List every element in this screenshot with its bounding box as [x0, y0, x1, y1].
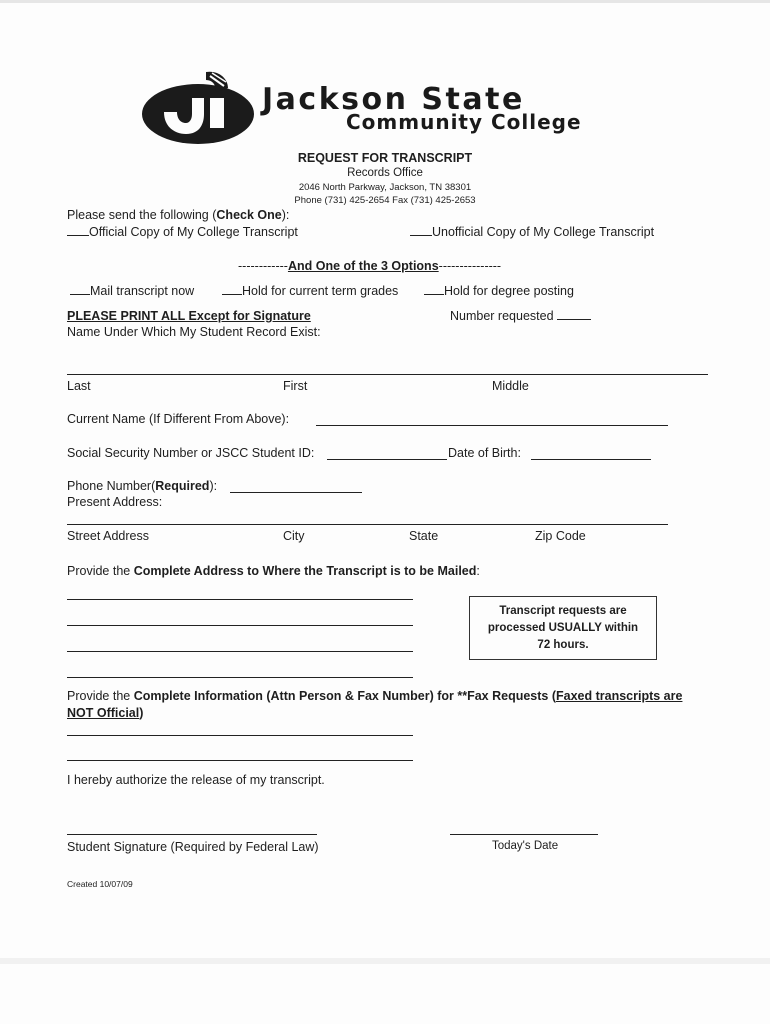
mailing-line-3[interactable]	[67, 651, 413, 652]
state-label: State	[409, 529, 439, 543]
options-heading: ------------And One of the 3 Options---------------	[238, 259, 502, 273]
first-label: First	[283, 379, 308, 393]
created-date: Created 10/07/09	[67, 879, 133, 889]
unofficial-copy-blank[interactable]	[410, 235, 432, 236]
mailing-line-2[interactable]	[67, 625, 413, 626]
fax-line-2[interactable]	[67, 760, 413, 761]
send-following-label: Please send the following (Check One):	[67, 208, 290, 222]
dob-line[interactable]	[531, 459, 651, 460]
fax-info-label-cont: NOT Official)	[67, 706, 144, 720]
signature-line[interactable]	[67, 834, 317, 835]
dob-label: Date of Birth:	[448, 446, 521, 460]
mailing-address-label: Provide the Complete Address to Where the Transcript is to be Mailed:	[67, 564, 480, 578]
office-phone-fax: Phone (731) 425-2654 Fax (731) 425-2653	[294, 195, 476, 206]
office-name: Records Office	[347, 167, 423, 179]
signature-label: Student Signature (Required by Federal Law)	[67, 840, 319, 854]
name-line[interactable]	[67, 374, 708, 375]
number-requested-field[interactable]: Number requested	[450, 309, 591, 323]
official-copy-option[interactable]: Official Copy of My College Transcript	[67, 225, 298, 239]
college-logo-icon	[140, 68, 258, 146]
ssn-line[interactable]	[327, 459, 447, 460]
mailing-line-1[interactable]	[67, 599, 413, 600]
college-name-line2: Community College	[346, 110, 582, 134]
print-notice: PLEASE PRINT ALL Except for Signature	[67, 309, 311, 323]
city-label: City	[283, 529, 305, 543]
street-label: Street Address	[67, 529, 149, 543]
number-requested-blank[interactable]	[557, 319, 591, 320]
phone-line[interactable]	[230, 492, 362, 493]
authorization-text: I hereby authorize the release of my transcript.	[67, 773, 325, 787]
unofficial-copy-option[interactable]: Unofficial Copy of My College Transcript	[410, 225, 654, 239]
office-address: 2046 North Parkway, Jackson, TN 38301	[298, 182, 472, 193]
hold-term-option[interactable]: Hold for current term grades	[222, 284, 398, 298]
mail-now-blank[interactable]	[70, 294, 90, 295]
zip-label: Zip Code	[535, 529, 586, 543]
processing-notice-box	[469, 596, 657, 660]
fax-line-1[interactable]	[67, 735, 413, 736]
fax-info-label: Provide the Complete Information (Attn Person & Fax Number) for **Fax Requests (Faxed transcripts are	[67, 689, 683, 703]
last-label: Last	[67, 379, 91, 393]
middle-label: Middle	[492, 379, 529, 393]
present-address-line[interactable]	[67, 524, 668, 525]
hold-degree-option[interactable]: Hold for degree posting	[424, 284, 574, 298]
college-name-line1: Jackson State	[262, 82, 525, 117]
ssn-label: Social Security Number or JSCC Student ID:	[67, 446, 315, 460]
current-name-line[interactable]	[316, 425, 668, 426]
mail-now-option[interactable]: Mail transcript now	[70, 284, 194, 298]
phone-label: Phone Number(Required):	[67, 479, 218, 493]
hold-term-blank[interactable]	[222, 294, 242, 295]
name-under-label: Name Under Which My Student Record Exist:	[67, 325, 321, 339]
processing-notice-text: Transcript requests are processed USUALLY within 72 hours.	[487, 605, 639, 651]
date-label: Today's Date	[492, 840, 559, 852]
official-copy-blank[interactable]	[67, 235, 89, 236]
date-line[interactable]	[450, 834, 598, 835]
form-title: REQUEST FOR TRANSCRIPT	[297, 151, 473, 165]
current-name-label: Current Name (If Different From Above):	[67, 412, 290, 426]
mailing-line-4[interactable]	[67, 677, 413, 678]
hold-degree-blank[interactable]	[424, 294, 444, 295]
present-address-label: Present Address:	[67, 495, 163, 509]
